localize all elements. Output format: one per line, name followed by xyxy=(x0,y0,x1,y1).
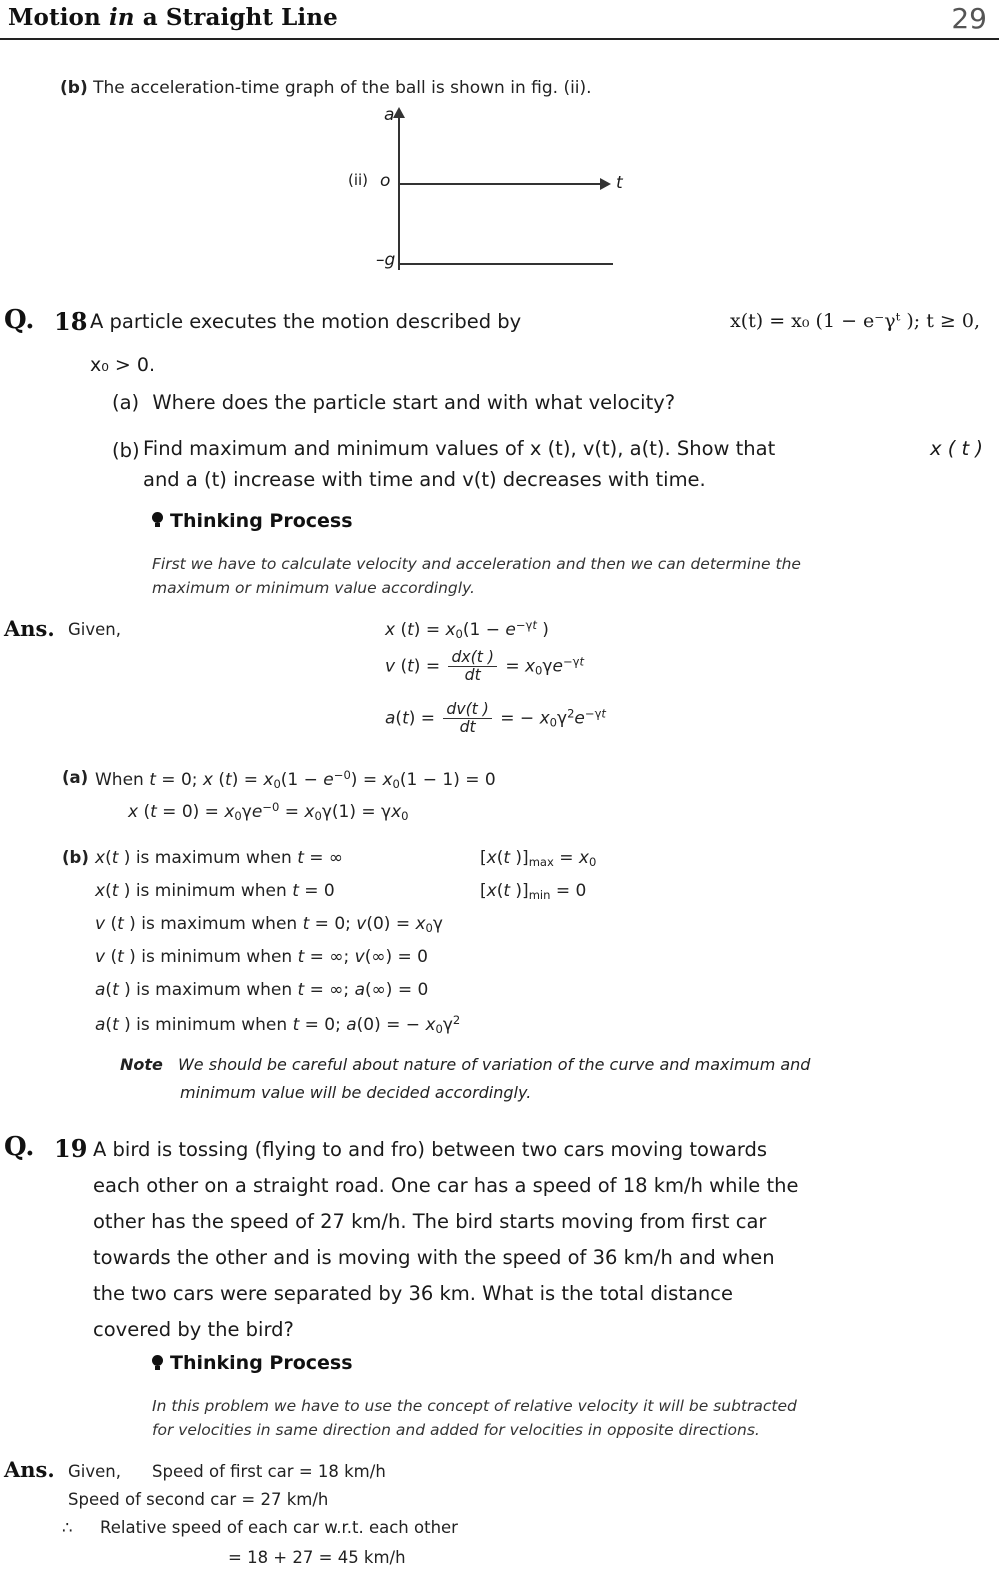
bulb-icon-2 xyxy=(151,1355,164,1371)
q18-line1 xyxy=(90,310,980,333)
q18-ans-row-3-left: v (t ) is minimum when t = ∞; v(∞) = 0 xyxy=(95,947,428,967)
q18-ans-label: Ans. xyxy=(4,616,55,641)
part-b-text: The acceleration-time graph of the ball is shown in fig. (ii). xyxy=(93,78,592,98)
q18-line1-text: A particle executes the motion described by xyxy=(90,310,522,333)
q19-ans-label: Ans. xyxy=(4,1457,55,1482)
page-title-part1: Motion xyxy=(8,4,109,31)
q19-thinking-process-line1: In this problem we have to use the concept of relative velocity it will be subtracted xyxy=(152,1397,797,1415)
q18-note-label: Note xyxy=(120,1055,163,1074)
acceleration-line xyxy=(398,263,613,265)
q18-eq3-num: dv(t ) xyxy=(446,699,489,718)
q19-number: 19 xyxy=(54,1134,88,1163)
q18-eq1: x $(t) = x_0(1 - e^{-\gamma t}$ ) xyxy=(385,618,549,641)
q18-line2: x₀ > 0. xyxy=(90,354,155,376)
page-title-italic: in xyxy=(108,4,135,31)
q19-line-5: covered by the bird? xyxy=(93,1318,294,1341)
q18-eq3: a(t) = $\frac{dv(t )}{dt}$ = − $x_0\gamma^2e^{-\gamma t}$ xyxy=(385,699,606,736)
q19-ans-therefore: ∴ xyxy=(62,1518,73,1537)
q18-thinking-process-line1: First we have to calculate velocity and acceleration and then we can determine the xyxy=(152,555,801,573)
q19-thinking-process-line2: for velocities in same direction and added for velocities in opposite directions. xyxy=(152,1421,760,1439)
q19-ans-given: Given, xyxy=(68,1462,121,1481)
origin-label: o xyxy=(380,171,391,191)
horizontal-axis-arrow-icon xyxy=(600,178,611,190)
q18-ans-row-5-left: a(t ) is minimum when t = 0; a(0) = − $x_0\gamma^2$ xyxy=(95,1013,461,1036)
q18-note-line2: minimum value will be decided accordingly. xyxy=(180,1083,532,1102)
q18-ans-part-a-line2: x $(t = 0) = x_0\gamma e^{-0} = x_0\gamma(1) = \gamma x_0$ xyxy=(128,800,409,823)
q18-marker: Q. xyxy=(4,305,35,335)
q18-thinking-process-line2: maximum or minimum value accordingly. xyxy=(152,579,475,597)
vertical-axis xyxy=(398,115,400,270)
q18-part-b-line2: and a (t) increase with time and v(t) decreases with time. xyxy=(143,468,706,491)
q19-ans-line3: Relative speed of each car w.r.t. each other xyxy=(100,1518,458,1537)
q18-part-a-label: (a) xyxy=(112,391,140,414)
q18-part-a xyxy=(112,389,675,417)
q18-eq2: v (t) = $\frac{dx(t )}{dt}$ = $x_0\gamma e^{-\gamma t}$ xyxy=(385,647,584,684)
horizontal-axis xyxy=(398,183,603,185)
page-header xyxy=(0,2,999,42)
q18-part-b-line1-text: Find maximum and minimum values of x (t), v(t), a(t). Show that xyxy=(143,437,776,460)
q18-part-b-label: (b) xyxy=(112,439,140,462)
q18-ans-part-b-label: (b) xyxy=(62,848,89,867)
q18-eq3-fraction xyxy=(443,701,491,736)
q18-note xyxy=(120,1053,810,1077)
q18-eq2-den: dt xyxy=(448,666,496,684)
q18-eq3-den: dt xyxy=(443,718,491,736)
q19-line-2: other has the speed of 27 km/h. The bird starts moving from first car xyxy=(93,1210,767,1233)
q18-number: 18 xyxy=(54,307,88,336)
q18-part-b-line1-formula: x ( t ) xyxy=(930,437,983,460)
q19-line-0: A bird is tossing (flying to and fro) between two cars moving towards xyxy=(93,1138,768,1161)
acceleration-time-graph xyxy=(350,105,650,280)
bulb-icon xyxy=(151,512,164,528)
vertical-axis-arrow-icon xyxy=(393,107,405,118)
header-divider xyxy=(0,38,999,40)
q19-ans-line2: Speed of second car = 27 km/h xyxy=(68,1490,329,1509)
q19-line-4: the two cars were separated by 36 km. What is the total distance xyxy=(93,1282,734,1305)
q18-thinking-process-heading: Thinking Process xyxy=(170,510,353,532)
page-title xyxy=(8,4,338,31)
y-axis-label: a xyxy=(384,105,395,125)
q19-thinking-process-heading: Thinking Process xyxy=(170,1352,353,1374)
q19-line-3: towards the other and is moving with the speed of 36 km/h and when xyxy=(93,1246,775,1269)
q18-line1-formula: x(t) = x₀ (1 − e⁻γᵗ ); t ≥ 0, xyxy=(729,310,980,332)
part-b-intro xyxy=(60,78,592,98)
part-b-label: (b) xyxy=(60,78,88,98)
q18-ans-row-1-right: [x(t )]$_{min} = 0$ xyxy=(480,881,587,903)
q18-eq2-fraction xyxy=(448,649,496,684)
q18-part-b-line1 xyxy=(143,437,983,460)
q18-ans-part-a-line1: When t = 0; x $(t) = x_0(1 - e^{-0}) = x_0(1 - 1) = 0$ xyxy=(95,768,496,791)
q18-ans-row-4-left: a(t ) is maximum when t = ∞; a(∞) = 0 xyxy=(95,980,429,1000)
q18-ans-row-0-right: [x(t )]$_{max} = x_0$ xyxy=(480,848,597,870)
page-number: 29 xyxy=(951,2,987,35)
q19-line-1: each other on a straight road. One car has a speed of 18 km/h while the xyxy=(93,1174,799,1197)
q18-ans-row-0-left: x(t ) is maximum when t = ∞ xyxy=(95,848,344,868)
neg-g-label: –g xyxy=(376,250,396,270)
q18-ans-row-2-left: v (t ) is maximum when t = 0; $v(0) = x_0\gamma$ xyxy=(95,914,443,936)
q19-marker: Q. xyxy=(4,1132,35,1162)
q18-eq2-num: dx(t ) xyxy=(451,647,494,666)
q18-ans-part-a-label: (a) xyxy=(62,768,89,787)
page-title-part2: a Straight Line xyxy=(134,4,338,31)
q18-part-a-text: Where does the particle start and with what velocity? xyxy=(152,391,676,414)
q18-ans-row-1-left: x(t ) is minimum when t = 0 xyxy=(95,881,335,901)
q18-ans-given: Given, xyxy=(68,620,121,639)
x-axis-label: t xyxy=(616,173,623,193)
q19-ans-line4: = 18 + 27 = 45 km/h xyxy=(228,1548,406,1567)
q18-part-b-label-wrap xyxy=(112,437,140,465)
figure-label: (ii) xyxy=(348,171,369,189)
q19-ans-line1: Speed of first car = 18 km/h xyxy=(152,1462,386,1481)
q18-note-line1: We should be careful about nature of variation of the curve and maximum and xyxy=(177,1055,811,1074)
